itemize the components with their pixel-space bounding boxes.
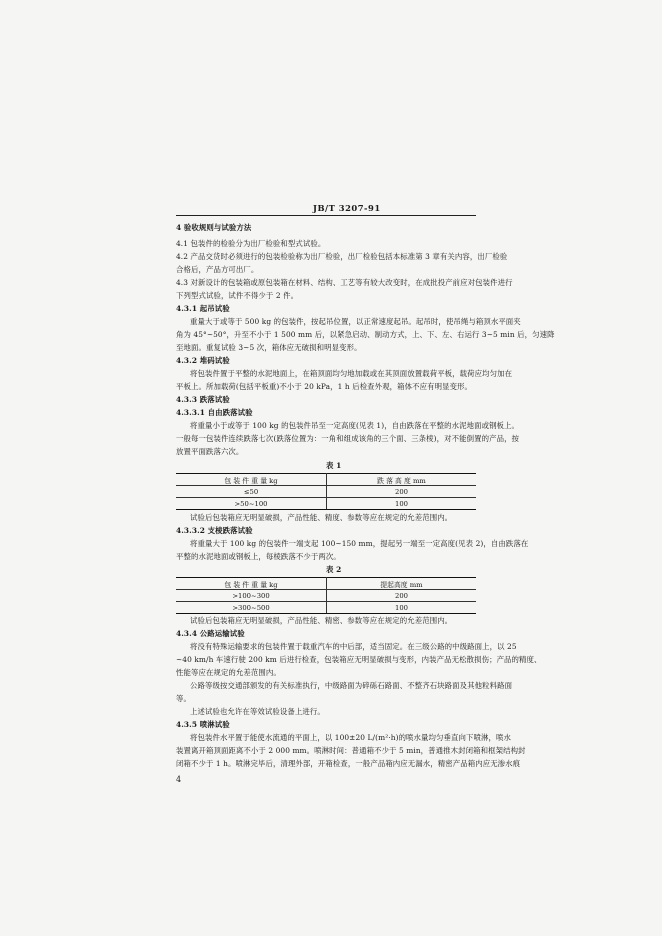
heading-4-3-2: 4.3.2 堆码试验	[176, 356, 230, 365]
paragraph-4-3-2-line: 将包装件置于平整的水泥地面上，在箱顶面均匀地加载或在其顶面放置载荷平板，载荷应均匀加在	[190, 369, 513, 378]
page-number: 4	[176, 775, 182, 784]
table-header-cell: 包 装 件 重 量 kg	[176, 474, 327, 486]
table-cell: 100	[327, 602, 477, 614]
paragraph-4-3-4-line: 将没有特殊运输要求的包装件置于载重汽车的中后部，适当固定。在三级公路的中级路面上，以 25	[190, 642, 517, 651]
table-2-caption: 表 2	[326, 565, 342, 574]
standard-code: JB/T 3207-91	[313, 203, 381, 213]
table-cell: >100~300	[176, 590, 327, 602]
paragraph-4-3-line: 下列型式试验，试件不得少于 2 件。	[176, 291, 299, 300]
paragraph-4-3-4-note-line: 等。	[176, 694, 191, 703]
paragraph-4-3-4-line: ~40 km/h 车速行驶 200 km 后进行检查，包装箱应无明显破损与变形，内装产品无松散损伤；产品的精度、	[176, 655, 542, 664]
table-2-note: 试验后包装箱应无明显破损，产品性能、精密、参数等应在规定的允差范围内。	[190, 616, 453, 625]
heading-4-3-5: 4.3.5 喷淋试验	[176, 720, 230, 729]
table-row	[176, 486, 476, 498]
table-header-cell: 包 装 件 重 量 kg	[176, 578, 327, 590]
table-cell: ≤50	[176, 486, 327, 498]
table-1-note: 试验后包装箱应无明显破损，产品性能、精度、参数等应在规定的允差范围内。	[190, 513, 453, 522]
paragraph-4-3-3-1-line: 将重量小于或等于 100 kg 的包装件吊至一定高度(见表 1)，自由跌落在平整的水泥地面或钢板上。	[190, 421, 520, 430]
paragraph-4-3-5-line: 装置离开箱顶面距离不小于 2 000 mm。喷淋时间：普通箱不少于 5 min，普通推木封闭箱和框架结构封	[176, 746, 526, 755]
table-cell: >300~500	[176, 602, 327, 614]
section-title: 4 验收规则与试验方法	[176, 223, 252, 232]
table-1-caption: 表 1	[326, 461, 342, 470]
table-header-cell: 跌 落 高 度 mm	[327, 474, 477, 486]
paragraph-4-1: 4.1 包装件的检验分为出厂检验和型式试验。	[176, 239, 326, 248]
table-header-row	[176, 578, 476, 590]
paragraph-4-2-line: 4.2 产品交货时必须进行的包装检验称为出厂检验，出厂检验包括本标准第 3 章有关内容，出厂检验	[176, 252, 508, 261]
paragraph-4-2-line: 合格后，产品方可出厂。	[176, 265, 259, 274]
paragraph-4-3-1-line: 至地面。重复试验 3~5 次，箱体应无破损和明显变形。	[176, 343, 362, 352]
paragraph-4-3-1-line: 重量大于或等于 500 kg 的包装件，按起吊位置，以正常速度起吊。起吊时，使吊绳与箱顶水平面夹	[190, 317, 521, 326]
table-header-row	[176, 474, 476, 486]
paragraph-4-3-5-line: 闭箱不少于 1 h。喷淋完毕后，清理外部，开箱检查，一般产品箱内应无漏水，精密产品箱内应无渗水痕	[176, 759, 521, 768]
table-2	[176, 577, 476, 614]
paragraph-4-3-1-line: 角为 45°~50°，升至不小于 1 500 mm 后，以紧急启动、制动方式，上、下、左、右运行 3~5 min 后，匀速降	[176, 330, 555, 339]
paragraph-4-3-4-note-line: 公路等级按交通部颁发的有关标准执行，中级路面为碎砾石路面、不整齐石块路面及其他粒料路面	[190, 681, 513, 690]
header-rule	[176, 215, 476, 216]
table-cell: 100	[327, 498, 477, 510]
table-cell: 200	[327, 590, 477, 602]
paragraph-4-3-5-line: 将包装件水平置于能使水流通的平面上，以 100±20 L/(m²·h)的喷水量均匀垂直向下喷淋，喷水	[190, 733, 511, 742]
table-cell: 200	[327, 486, 477, 498]
paragraph-4-3-3-1-line: 一般每一包装件连续跌落七次(跌落位置为：一角和组成该角的三个面、三条棱)，对不能倒置的产品，按	[176, 434, 520, 443]
table-row	[176, 602, 476, 614]
table-row	[176, 590, 476, 602]
paragraph-4-3-4-equivalent: 上述试验也允许在等效试验设备上进行。	[190, 707, 325, 716]
paragraph-4-3-line: 4.3 对新设计的包装箱或原包装箱在材料、结构、工艺等有较大改变时，在成批投产前应对包装件进行	[176, 278, 513, 287]
paragraph-4-3-3-2-line: 平整的水泥地面或钢板上，每棱跌落不少于两次。	[176, 552, 341, 561]
paragraph-4-3-4-line: 性能等应在规定的允差范围内。	[176, 668, 281, 677]
paragraph-4-3-3-2-line: 将重量大于 100 kg 的包装件一端支起 100~150 mm，提起另一端至一定高度(见表 2)，自由跌落在	[190, 539, 529, 548]
heading-4-3-3-2: 4.3.3.2 支棱跌落试验	[176, 526, 253, 535]
heading-4-3-4: 4.3.4 公路运输试验	[176, 629, 245, 638]
heading-4-3-1: 4.3.1 起吊试验	[176, 304, 230, 313]
table-row	[176, 498, 476, 510]
table-header-cell: 提起高度 mm	[327, 578, 477, 590]
table-1	[176, 473, 476, 510]
heading-4-3-3-1: 4.3.3.1 自由跌落试验	[176, 408, 253, 417]
paragraph-4-3-3-1-line: 放置平面跌落六次。	[176, 447, 244, 456]
table-cell: >50~100	[176, 498, 327, 510]
paragraph-4-3-2-line: 平板上。所加载荷(包括平板重)不小于 20 kPa，1 h 后检查外观，箱体不应有明显变形。	[176, 382, 473, 391]
heading-4-3-3: 4.3.3 跌落试验	[176, 395, 230, 404]
